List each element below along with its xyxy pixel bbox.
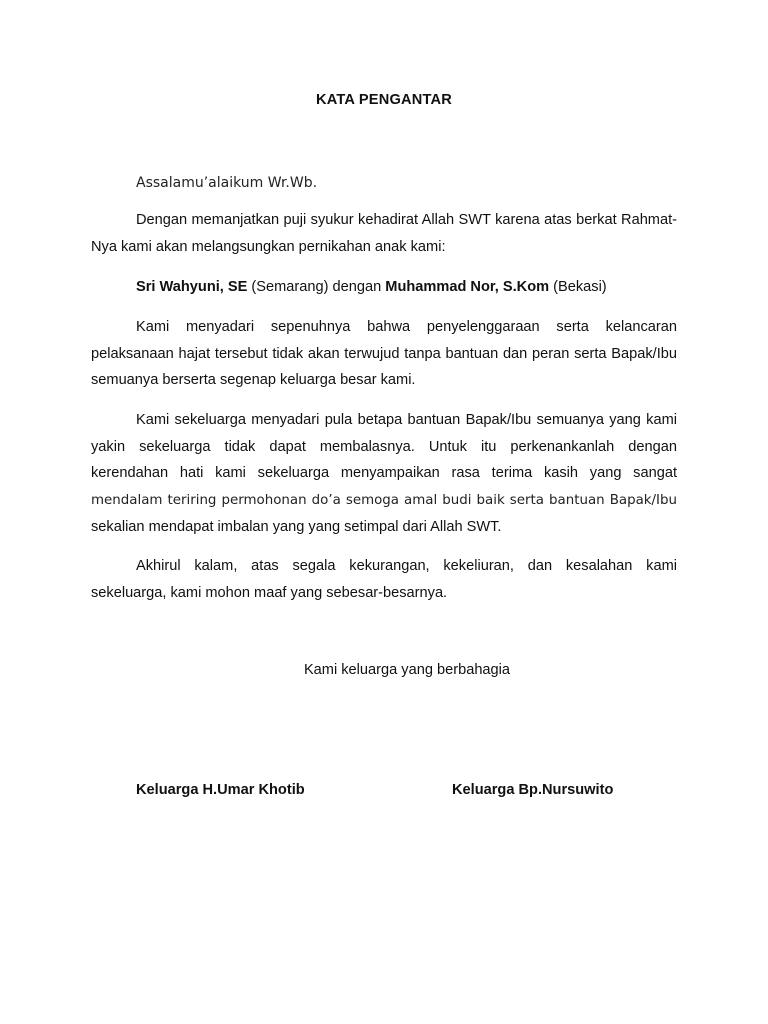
document-title: KATA PENGANTAR <box>315 92 453 108</box>
couple-line <box>91 274 677 301</box>
signature-left: Keluarga H.Umar Khotib <box>136 782 305 798</box>
thanks-part-2: mendalam teriring permohonan do’a semoga amal budi baik serta bantuan Bapak/Ibu <box>91 492 677 508</box>
paragraph-opening: Dengan memanjatkan puji syukur kehadirat Allah SWT karena atas berkat Rahmat-Nya kami akan melangsungkan pernikahan anak kami: <box>91 212 677 255</box>
greeting: Assalamu’alaikum Wr.Wb. <box>136 175 318 191</box>
bride-name: Sri Wahyuni, SE <box>136 279 248 295</box>
thanks-part-3: sekalian mendapat imbalan yang yang setimpal dari Allah SWT. <box>91 519 502 535</box>
bride-origin: (Semarang) dengan <box>247 279 386 295</box>
paragraph-gratitude: Kami menyadari sepenuhnya bahwa penyelenggaraan serta kelancaran pelaksanaan hajat tersebut tidak akan terwujud tanpa bantuan dan peran serta Bapak/Ibu semuanya berserta segenap keluarga besar kami. <box>91 319 677 388</box>
signature-right: Keluarga Bp.Nursuwito <box>452 782 614 798</box>
closing-line: Kami keluarga yang berbahagia <box>303 662 511 678</box>
paragraph-thanks <box>91 407 677 541</box>
groom-origin: (Bekasi) <box>549 279 607 295</box>
thanks-part-1: Kami sekeluarga menyadari pula betapa bantuan Bapak/Ibu semuanya yang kami yakin sekeluarga tidak dapat membalasnya. Untuk itu perkenankanlah dengan kerendahan hati kami sekeluarga menyampaikan rasa terima kasih yang sangat <box>91 412 677 481</box>
groom-name: Muhammad Nor, S.Kom <box>385 279 550 295</box>
paragraph-apology: Akhirul kalam, atas segala kekurangan, kekeliuran, dan kesalahan kami sekeluarga, kami mohon maaf yang sebesar-besarnya. <box>91 558 677 601</box>
